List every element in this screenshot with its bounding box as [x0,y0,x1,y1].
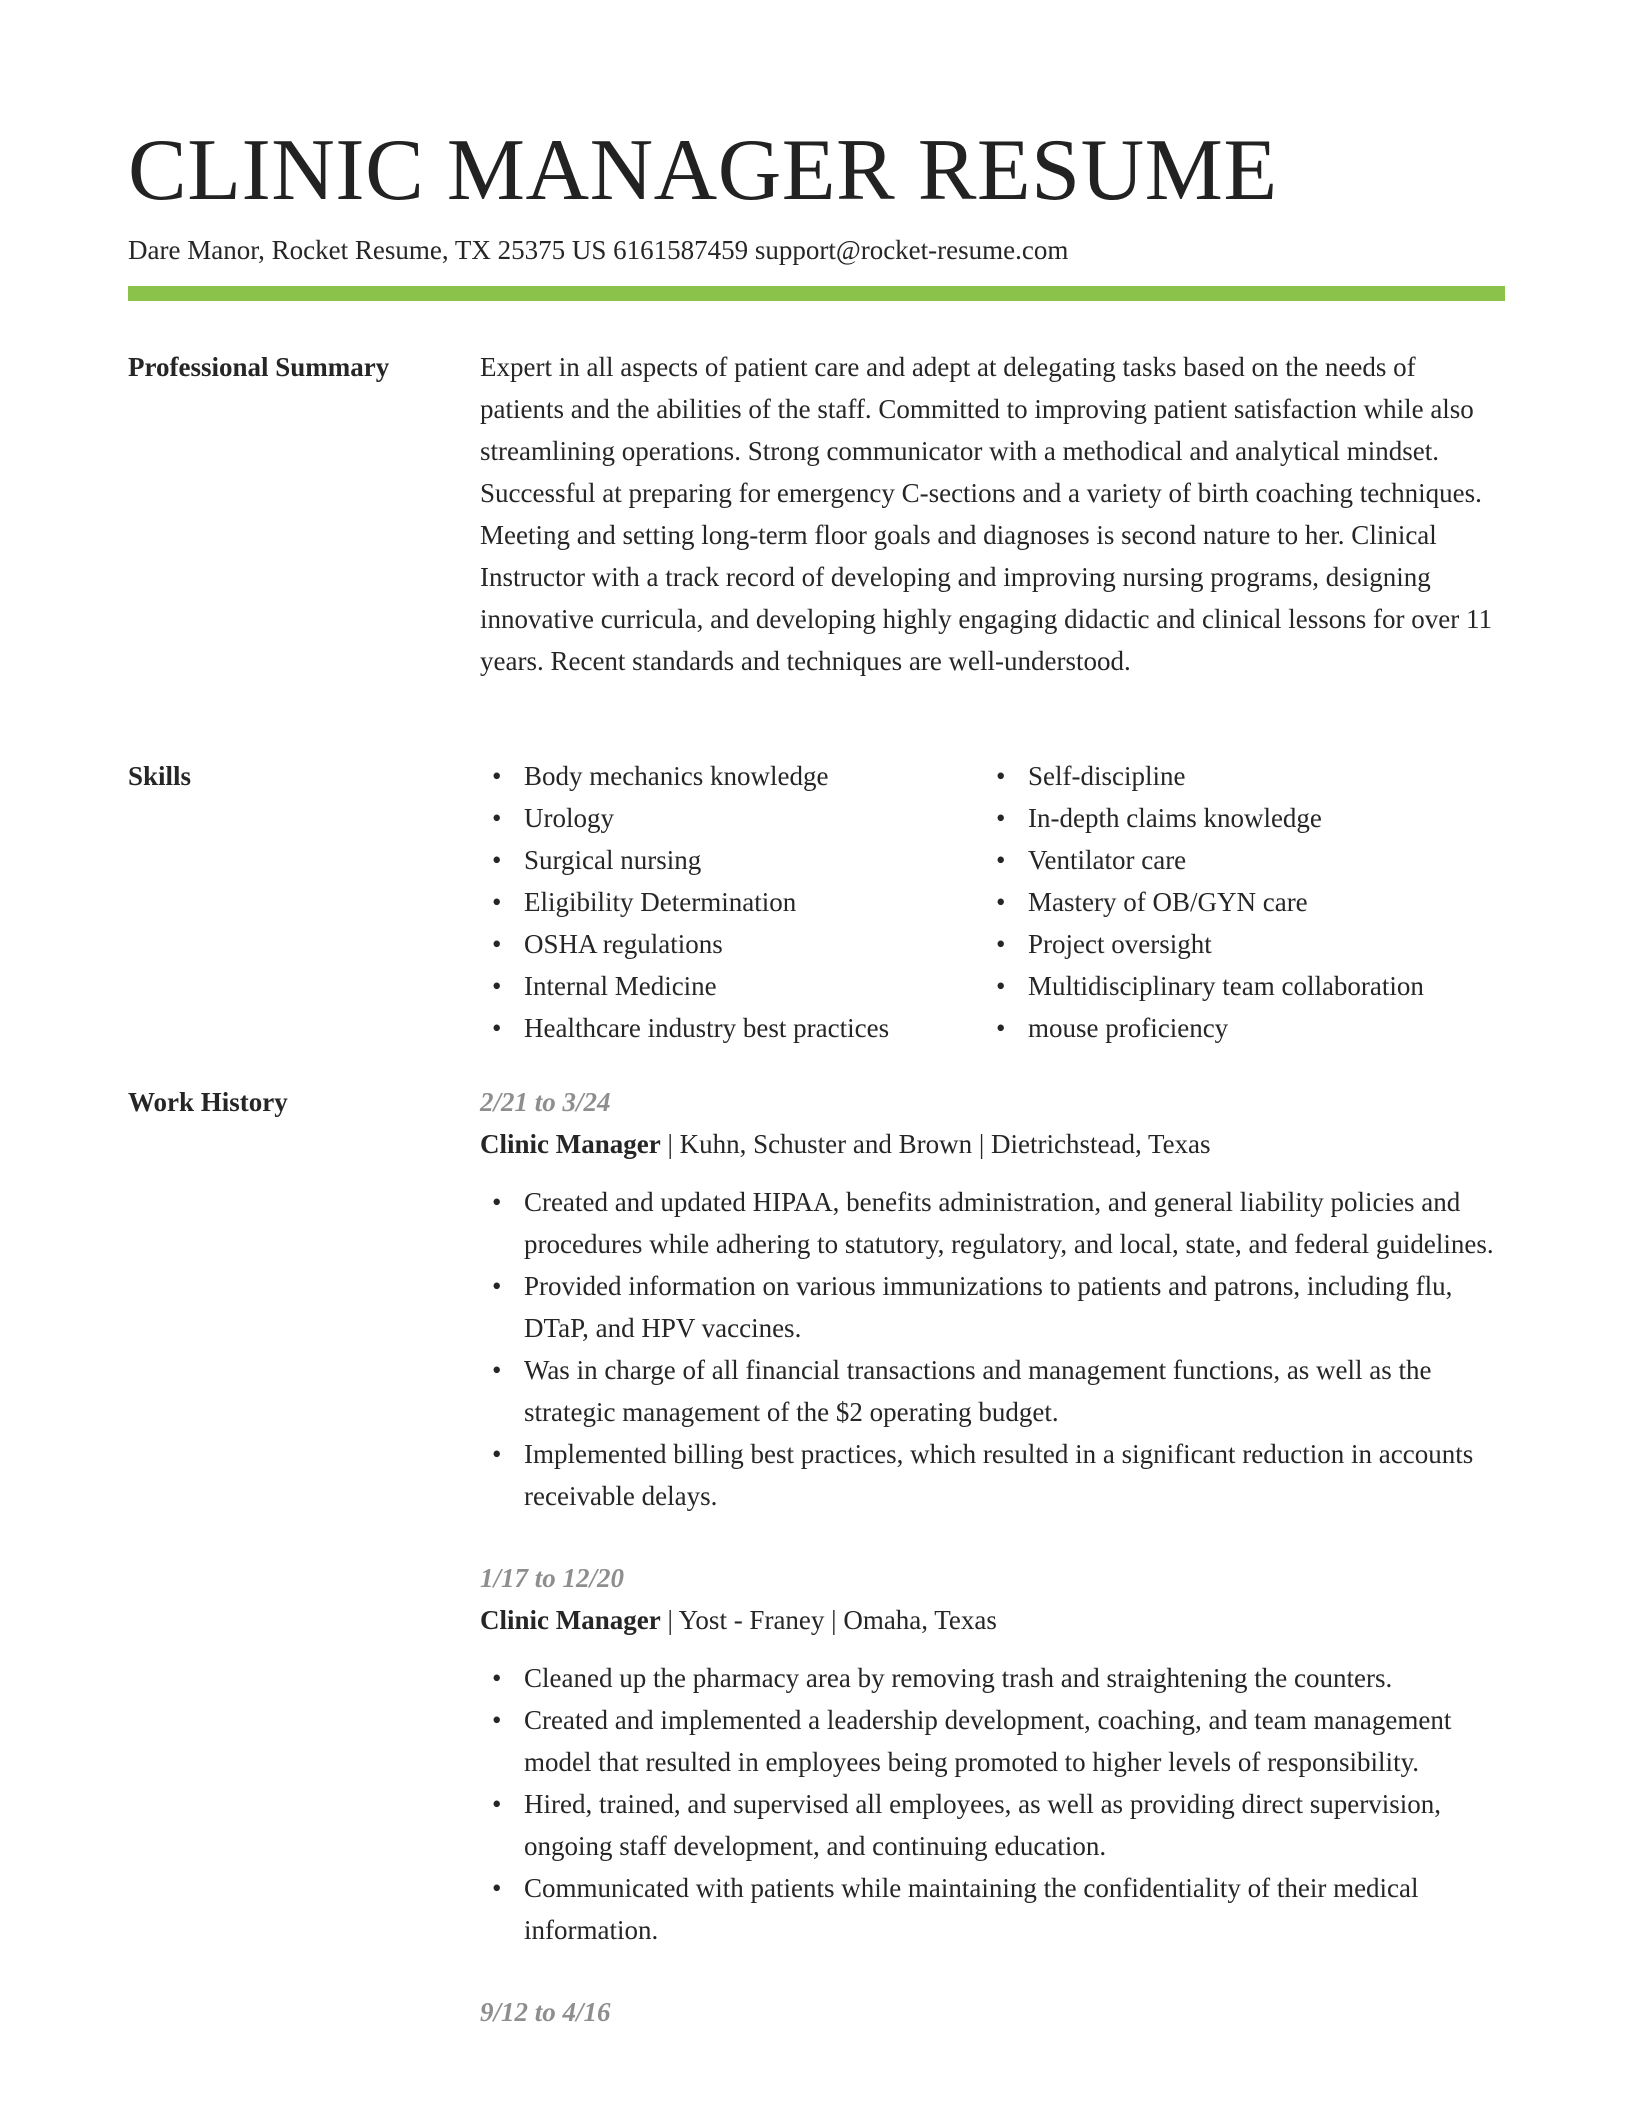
skill-item: • OSHA regulations [480,923,984,965]
header-divider [128,286,1505,301]
job-heading [480,1123,1505,1165]
skills-column-right [984,755,1488,1049]
job-bullet: • Created and implemented a leadership development, coaching, and team management model that resulted in employees being promoted to higher levels of responsibility. [480,1699,1505,1783]
skill-item: • Multidisciplinary team collaboration [984,965,1488,1007]
skills-grid [480,755,1505,1049]
job-heading [480,1599,1505,1641]
job-entry [480,1557,1505,1951]
skill-item: • mouse proficiency [984,1007,1488,1049]
skill-item: • Body mechanics knowledge [480,755,984,797]
skill-item: • In-depth claims knowledge [984,797,1488,839]
skills-label: Skills [128,761,192,791]
skill-item: • Eligibility Determination [480,881,984,923]
skill-item: • Mastery of OB/GYN care [984,881,1488,923]
job-dates: 9/12 to 4/16 [480,1997,611,2027]
job-entry [480,1991,1505,2033]
job-bullet: • Created and updated HIPAA, benefits administration, and general liability policies and procedures while adhering to statutory, regulatory, and local, state, and federal guidelines. [480,1181,1505,1265]
contact-line: Dare Manor, Rocket Resume, TX 25375 US 6161587459 support@rocket-resume.com [128,235,1069,265]
skill-item: • Urology [480,797,984,839]
skill-item: • Ventilator care [984,839,1488,881]
job-bullet: • Was in charge of all financial transactions and management functions, as well as the strategic management of the $2 operating budget. [480,1349,1505,1433]
summary-body [480,346,1505,682]
job-dates: 2/21 to 3/24 [480,1087,611,1117]
job-bullet: • Hired, trained, and supervised all employees, as well as providing direct supervision, ongoing staff development, and continuing education. [480,1783,1505,1867]
job-bullet: • Communicated with patients while maintaining the confidentiality of their medical information. [480,1867,1505,1951]
job-bullets [480,1657,1505,1951]
work-label: Work History [128,1087,288,1117]
summary-text: Expert in all aspects of patient care and adept at delegating tasks based on the needs of patients and the abilities of the staff. Committed to improving patient satisfaction while also streamlining operations. Strong communicator with a methodical and analytical mindset. Successful at preparing for emergency C-sections and a variety of birth coaching techniques. Meeting and setting long-term floor goals and diagnoses is second nature to her. Clinical Instructor with a track record of developing and improving nursing programs, designing innovative curricula, and developing highly engaging didactic and clinical lessons for over 11 years. Recent standards and techniques are well-understood. [480,352,1492,676]
job-dates: 1/17 to 12/20 [480,1563,625,1593]
skill-item: • Surgical nursing [480,839,984,881]
job-details: | Kuhn, Schuster and Brown | Dietrichstead, Texas [660,1129,1211,1159]
job-bullet: • Provided information on various immunizations to patients and patrons, including flu, DTaP, and HPV vaccines. [480,1265,1505,1349]
skill-item: • Self-discipline [984,755,1488,797]
job-bullet: • Cleaned up the pharmacy area by removing trash and straightening the counters. [480,1657,1505,1699]
job-bullet: • Implemented billing best practices, which resulted in a significant reduction in accounts receivable delays. [480,1433,1505,1517]
job-title: Clinic Manager [480,1605,661,1635]
summary-label: Professional Summary [128,352,390,382]
job-bullets [480,1181,1505,1517]
skills-column-left [480,755,984,1049]
job-title: Clinic Manager [480,1129,661,1159]
job-details: | Yost - Franey | Omaha, Texas [660,1605,997,1635]
skill-item: • Project oversight [984,923,1488,965]
job-entry [480,1081,1505,1517]
work-body [480,1081,1505,2073]
skill-item: • Internal Medicine [480,965,984,1007]
skill-item: • Healthcare industry best practices [480,1007,984,1049]
resume-title: CLINIC MANAGER RESUME [128,122,1278,219]
